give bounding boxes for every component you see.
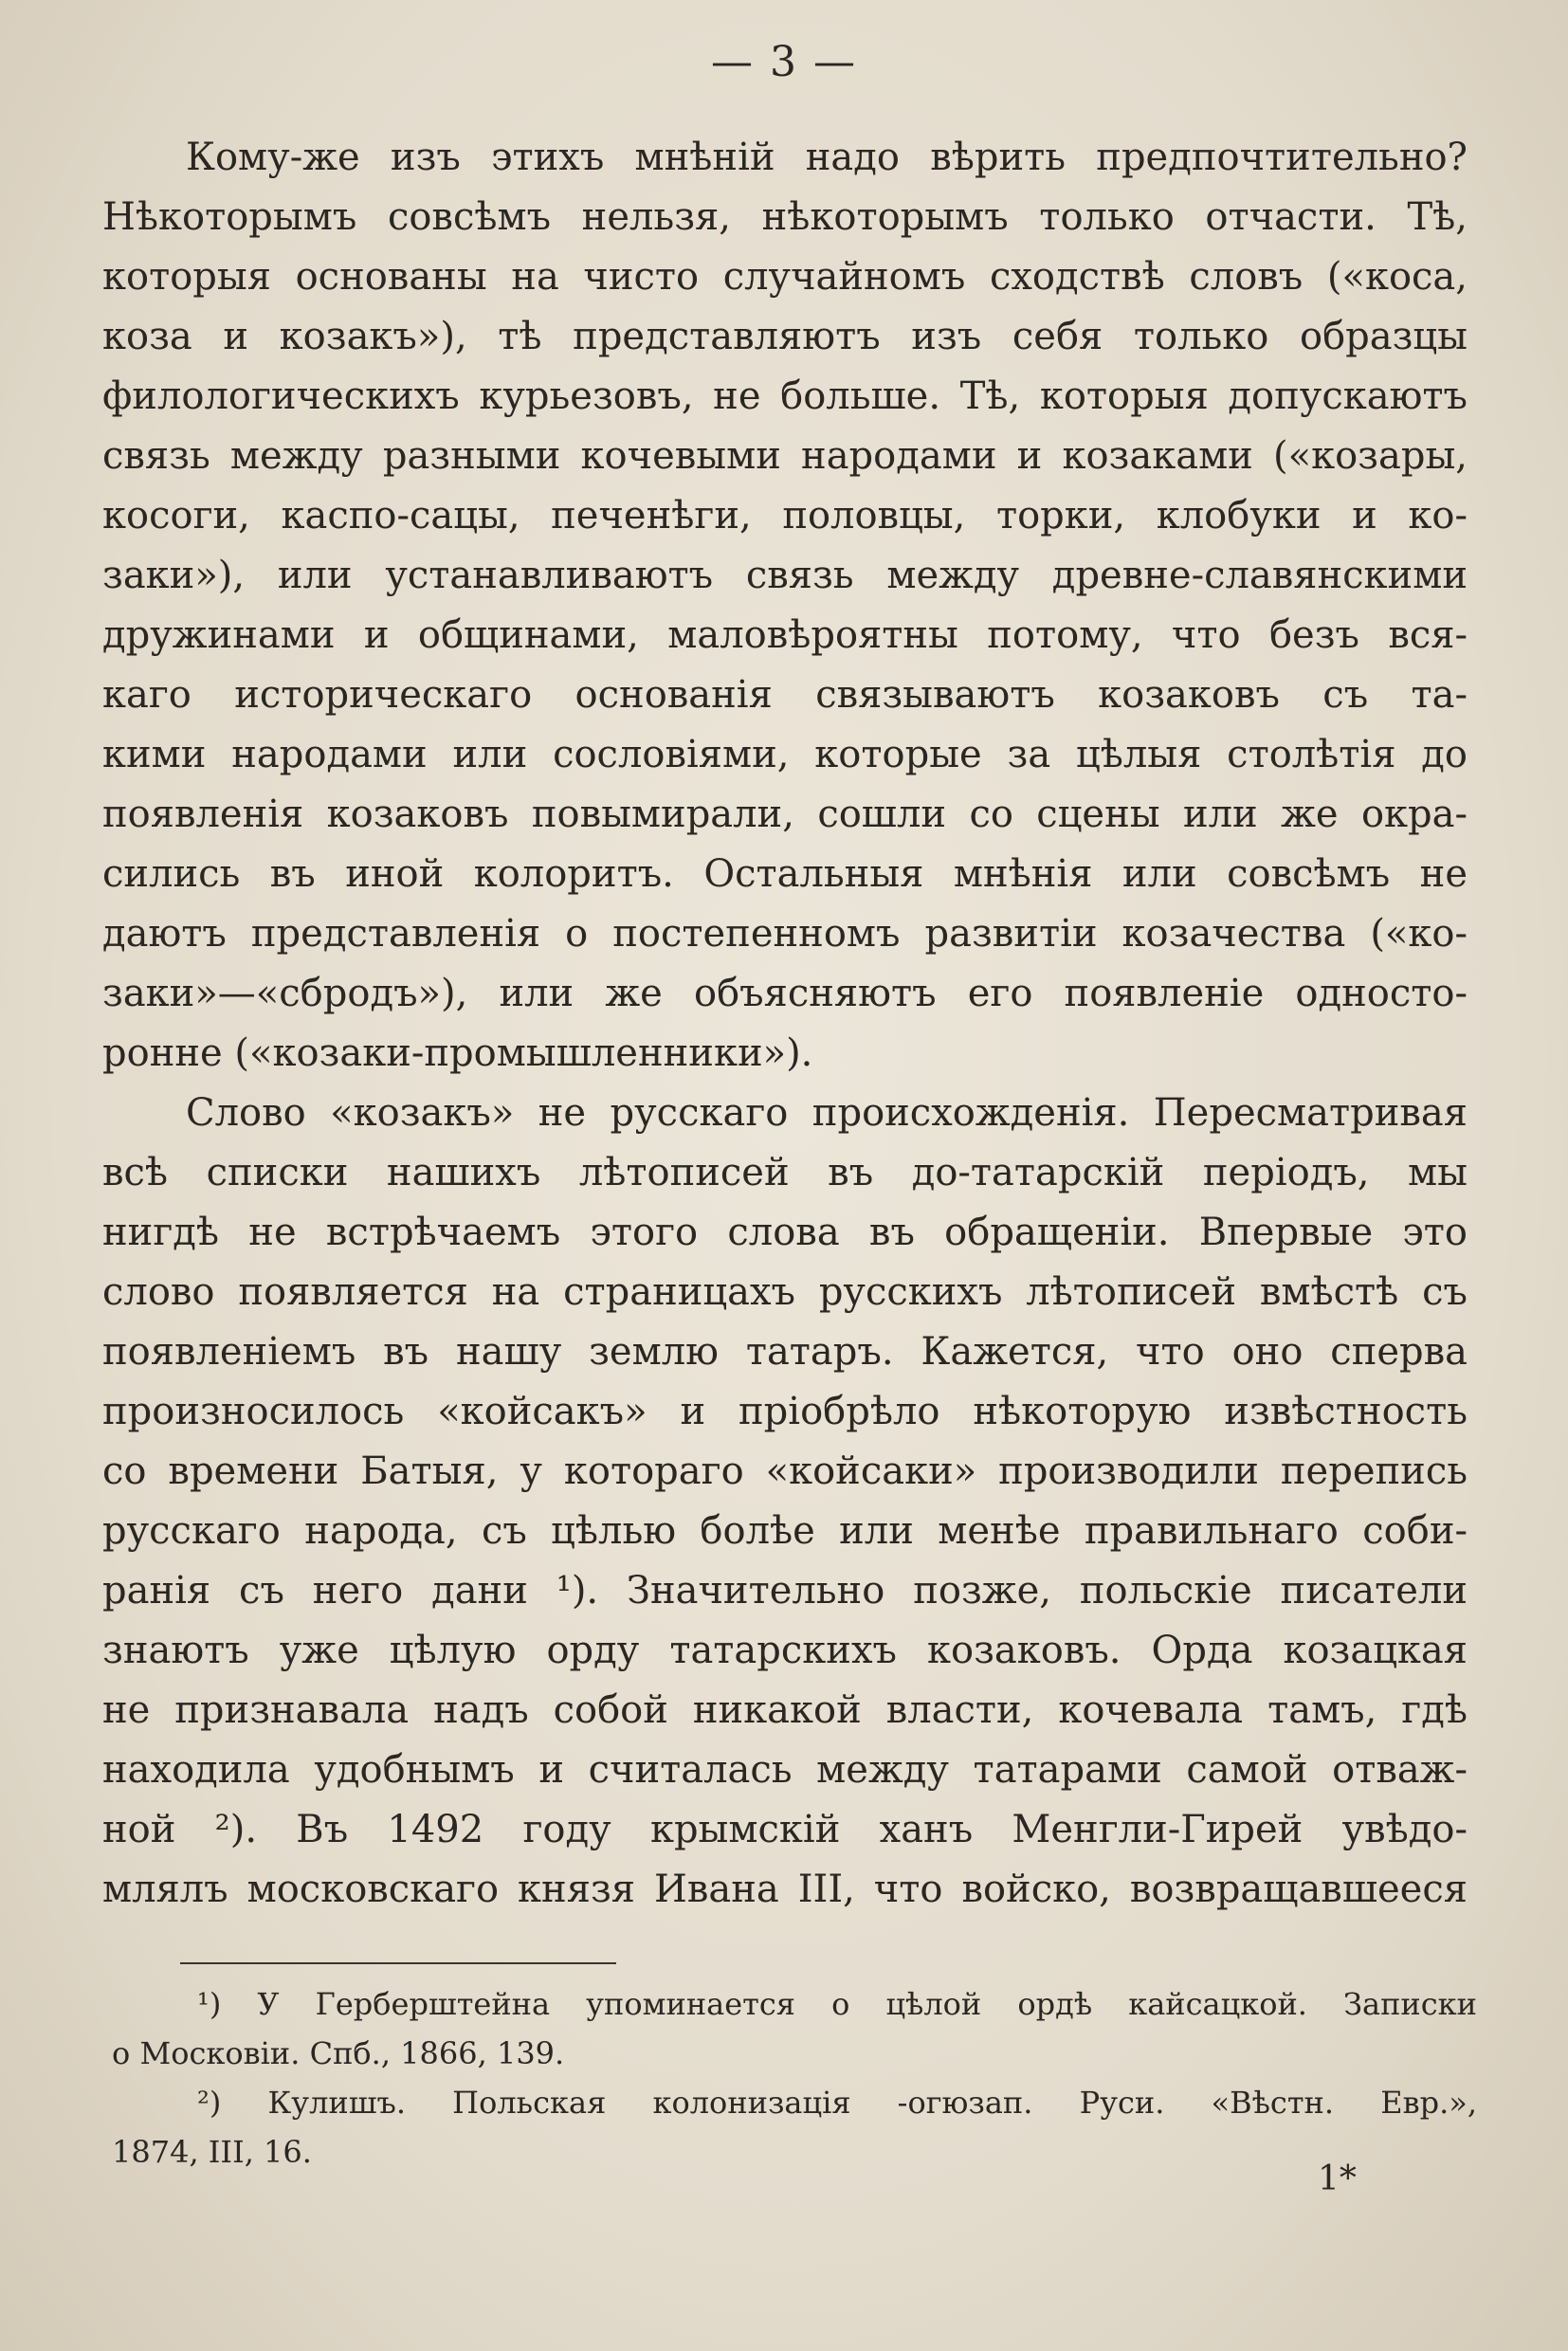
text-line: заки»), или устанавливаютъ связь между древне-славянскими: [102, 554, 1468, 597]
footnote-line: о Московіи. Спб., 1866, 139.: [112, 2035, 565, 2071]
text-line: каго историческаго основанія связываютъ козаковъ съ та-: [102, 673, 1468, 717]
text-line: Кому-же изъ этихъ мнѣній надо вѣрить предпочтительно?: [186, 136, 1468, 179]
text-line: не признавала надъ собой никакой власти, кочевала тамъ, гдѣ: [102, 1688, 1468, 1732]
text-line: косоги, каспо-сацы, печенѣги, половцы, торки, клобуки и ко-: [102, 494, 1468, 538]
text-line: слово появляется на страницахъ русскихъ лѣтописей вмѣстѣ съ: [102, 1270, 1468, 1314]
text-line: ной ²). Въ 1492 году крымскій ханъ Менгли-Гирей увѣдо-: [102, 1808, 1468, 1851]
text-line: знаютъ уже цѣлую орду татарскихъ козаковъ. Орда козацкая: [102, 1629, 1468, 1672]
text-line: ронне («козаки-промышленники»).: [102, 1031, 813, 1075]
footnote-line: 1874, III, 16.: [112, 2134, 312, 2170]
text-line: со времени Батыя, у котораго «койсаки» производили перепись: [102, 1449, 1468, 1493]
text-line: появленія козаковъ повымирали, сошли со сцены или же окра-: [102, 793, 1468, 836]
footnotes: [112, 1979, 1477, 2177]
text-line: которыя основаны на чисто случайномъ сходствѣ словъ («коса,: [102, 255, 1468, 299]
page-number: — 3 —: [711, 38, 857, 86]
text-line: дружинами и общинами, маловѣроятны потому, что безъ вся-: [102, 613, 1468, 657]
footnote-line: ²) Кулишъ. Польская колонизація -огюзап. Руси. «Вѣстн. Евр.»,: [197, 2085, 1477, 2121]
text-line: находила удобнымъ и считалась между татарами самой отваж-: [102, 1748, 1468, 1792]
footnote-divider: [180, 1962, 616, 1964]
text-line: Слово «козакъ» не русскаго происхожденія. Пересматривая: [186, 1091, 1468, 1135]
text-line: филологическихъ курьезовъ, не больше. Тѣ, которыя допускаютъ: [102, 374, 1468, 418]
signature-mark: 1*: [1318, 2160, 1357, 2198]
footnote-line: ¹) У Герберштейна упоминается о цѣлой ордѣ кайсацкой. Записки: [197, 1986, 1477, 2022]
text-line: Нѣкоторымъ совсѣмъ нельзя, нѣкоторымъ только отчасти. Тѣ,: [102, 195, 1468, 239]
text-line: всѣ списки нашихъ лѣтописей въ до-татарскій періодъ, мы: [102, 1151, 1468, 1194]
text-line: кими народами или сословіями, которые за цѣлыя столѣтія до: [102, 733, 1468, 776]
text-line: произносилось «койсакъ» и пріобрѣло нѣкоторую извѣстность: [102, 1390, 1468, 1433]
text-line: коза и козакъ»), тѣ представляютъ изъ себя только образцы: [102, 315, 1468, 358]
text-line: связь между разными кочевыми народами и козаками («козары,: [102, 434, 1468, 478]
text-line: русскаго народа, съ цѣлью болѣе или менѣе правильнаго соби-: [102, 1509, 1468, 1553]
text-line: нигдѣ не встрѣчаемъ этого слова въ обращеніи. Впервые это: [102, 1211, 1468, 1254]
text-line: даютъ представленія о постепенномъ развитіи козачества («ко-: [102, 912, 1468, 956]
text-line: появленіемъ въ нашу землю татаръ. Кажется, что оно сперва: [102, 1330, 1468, 1374]
main-text: [102, 128, 1468, 1920]
text-line: млялъ московскаго князя Ивана III, что войско, возвращавшееся: [102, 1868, 1468, 1911]
text-line: ранія съ него дани ¹). Значительно позже, польскіе писатели: [102, 1569, 1468, 1613]
text-line: заки»—«сбродъ»), или же объясняютъ его появленіе односто-: [102, 972, 1468, 1015]
text-line: сились въ иной колоритъ. Остальныя мнѣнія или совсѣмъ не: [102, 852, 1468, 896]
